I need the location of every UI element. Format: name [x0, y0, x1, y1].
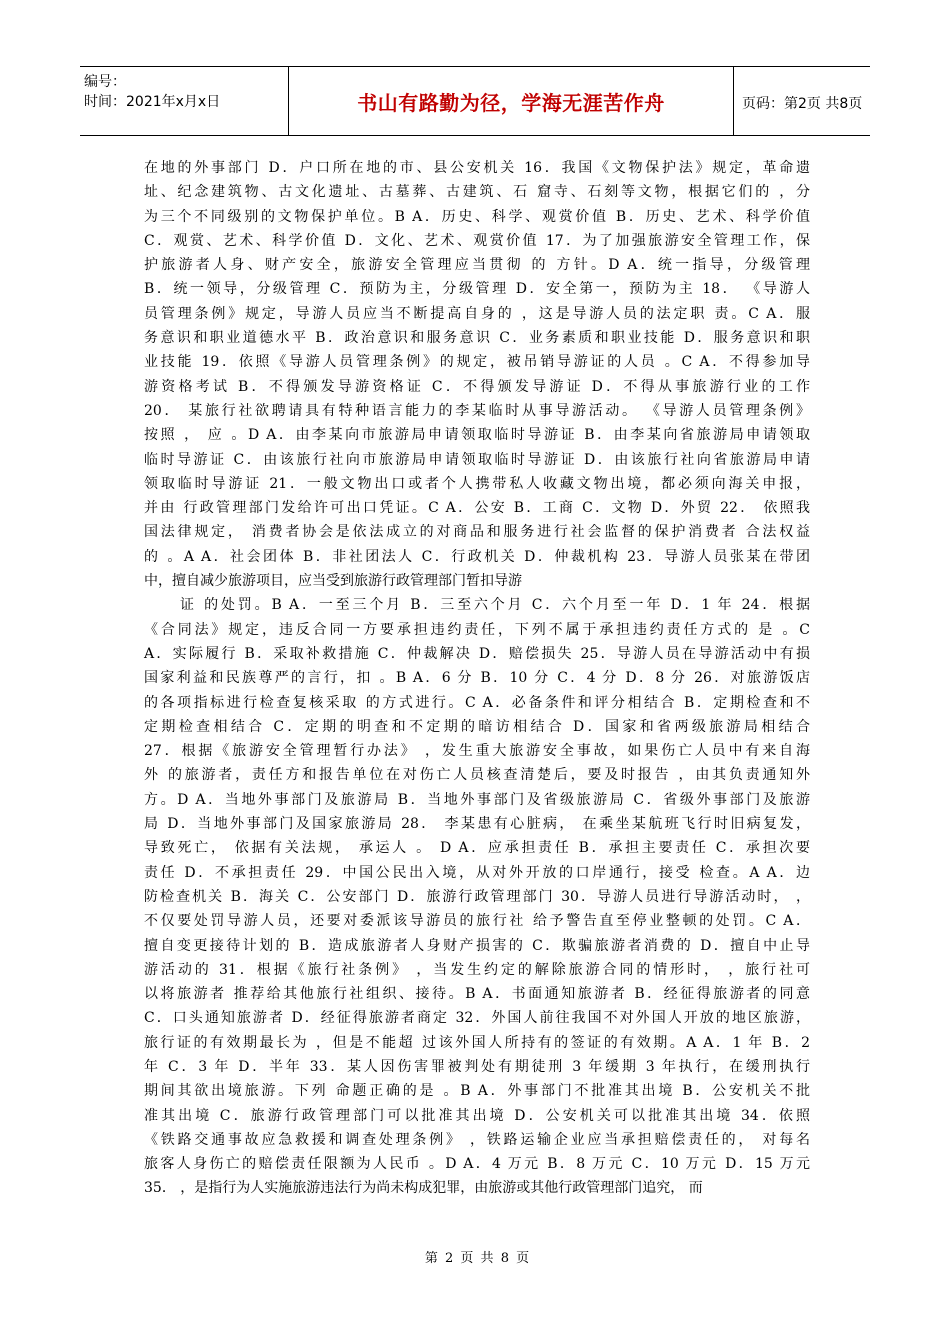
body-text-line: 临时导游证 C．由该旅行社向市旅游局申请领取临时导游证 D．由该旅行社向省旅游局申请 [144, 451, 810, 468]
body-text-line: 国法律规定， 消费者协会是依法成立的对商品和服务进行社会监督的保护消费者 合法权益 [144, 524, 810, 541]
body-text-line: 导致死亡， 依据有关法规， 承运人 。 D A．应承担责任 B．承担主要责任 C．承担次要 [144, 840, 810, 857]
body-text-line: 按照 ， 应 。D A．由李某向市旅游局申请领取临时导游证 B．由李某向省旅游局申请领取 [144, 427, 810, 444]
body-text-line: A．实际履行 B．采取补救措施 C．仲裁解决 D．赔偿损失 25．导游人员在导游活动中有损 [144, 645, 810, 662]
body-text-line: 游活动的 31．根据《旅行社条例》 ，当发生约定的解除旅游合同的情形时， ，旅行社可 [144, 961, 810, 978]
body-text-line: 不仅要处罚导游人员，还要对委派该导游员的旅行社 给予警告直至停业整顿的处罚。C A． [144, 913, 810, 930]
body-text-line: 以将旅游者 推荐给其他旅行社组织、接待。B A．书面通知旅游者 B．经征得旅游者的同意 [144, 986, 810, 1003]
body-text-line: 在地的外事部门 D．户口所在地的市、县公安机关 16．我国《文物保护法》规定，革命遗 [144, 160, 810, 176]
body-text-line: 外 的旅游者，责任方和报告单位在对伤亡人员核查清楚后，要及时报告 ，由其负责通知外 [144, 767, 810, 784]
body-text-line: 旅客人身伤亡的赔偿责任限额为人民币 。D A．4 万元 B．8 万元 C．10 万元 D．15 万元 [144, 1156, 810, 1173]
body-text-line: 的各项指标进行检查复核采取 的方式进行。C A．必备条件和评分相结合 B．定期检查和不 [144, 694, 810, 711]
body-text-line: 方。D A．当地外事部门及旅游局 B．当地外事部门及省级旅游局 C．省级外事部门及旅游 [144, 791, 810, 808]
body-text-line: 防检查机关 B．海关 C．公安部门 D．旅游行政管理部门 30．导游人员进行导游活动时， ， [144, 888, 810, 905]
header-page-info: 页码：第2页 共8页 [742, 96, 863, 112]
body-text-line: 领取临时导游证 21．一般文物出口或者个人携带私人收藏文物出境，都必须向海关申报， [144, 475, 810, 492]
body-text-line: 准其出境 C．旅游行政管理部门可以批准其出境 D．公安机关可以批准其出境 34．依照 [144, 1107, 810, 1124]
body-text-line: 员管理条例》规定，导游人员应当不断提高自身的 ，这是导游人员的法定职 责。C A．服 [144, 305, 810, 322]
document-date-label: 时间：2021年x月x日 [84, 94, 221, 110]
body-text-line: C．观赏、艺术、科学价值 D．文化、艺术、观赏价值 17．为了加强旅游安全管理工作，保 [144, 232, 810, 249]
body-text-line: B．统一领导，分级管理 C．预防为主，分级管理 D．安全第一，预防为主 18． 《导游人 [144, 281, 810, 298]
body-text-line: 期间其欲出境旅游。下列 命题正确的是 。B A．外事部门不批准其出境 B．公安机关不批 [144, 1083, 810, 1100]
body-text-line: 并由 行政管理部门发给许可出口凭证。C A．公安 B．工商 C．文物 D．外贸 22． 依照我 [144, 500, 810, 517]
body-text-line: 27．根据《旅游安全管理暂行办法》 ，发生重大旅游安全事故，如果伤亡人员中有来自海 [144, 743, 810, 760]
body-text-line: 《铁路交通事故应急救援和调查处理条例》 ，铁路运输企业应当承担赔偿责任的， 对每名 [144, 1131, 810, 1148]
body-text-line: 址、纪念建筑物、古文化遗址、古墓葬、古建筑、石 窟寺、石刻等文物，根据它们的 ，分 [144, 184, 810, 201]
body-text-line: 20． 某旅行社欲聘请具有特种语言能力的李某临时从事导游活动。 《导游人员管理条例》 [144, 402, 810, 419]
body-text-line: 责任 D．不承担责任 29．中国公民出入境，从对外开放的口岸通行，接受 检查。A A．边 [144, 864, 810, 881]
body-text-line: 业技能 19．依照《导游人员管理条例》的规定，被吊销导游证的人员 。C A．不得参加导 [144, 354, 810, 371]
page-header [80, 66, 870, 136]
body-text-line: 国家利益和民族尊严的言行，扣 。B A．6 分 B．10 分 C．4 分 D．8 分 26．对旅游饭店 [144, 670, 810, 687]
page-footer: 第 2 页 共 8 页 [424, 1251, 530, 1266]
body-text-line: C．口头通知旅游者 D．经征得旅游者商定 32．外国人前往我国不对外国人开放的地区旅游， [144, 1010, 810, 1027]
header-meta [84, 72, 272, 112]
body-text-line: 定期检查相结合 C．定期的明查和不定期的暗访相结合 D．国家和省两级旅游局相结合 [144, 718, 810, 735]
body-text-line: 游资格考试 B．不得颁发导游资格证 C．不得颁发导游证 D．不得从事旅游行业的工作 [144, 378, 810, 395]
body-text-line: 证 的处罚。B A．一至三个月 B．三至六个月 C．六个月至一年 D．1 年 24．根据 [180, 597, 810, 614]
body-text-line: 局 D．当地外事部门及国家旅游局 28． 李某患有心脏病， 在乘坐某航班飞行时旧病复发， [144, 816, 810, 833]
body-text-line: 《合同法》规定，违反合同一方要承担违约责任，下列不属于承担违约责任方式的 是 。C [144, 621, 810, 638]
body-text-line: 的 。A A．社会团体 B．非社团法人 C．行政机关 D．仲裁机构 23．导游人员张某在带团 [144, 548, 810, 565]
body-text-line: 为三个不同级别的文物保护单位。B A．历史、科学、观赏价值 B．历史、艺术、科学价值 [144, 208, 810, 225]
body-text-line: 中，擅自减少旅游项目，应当受到旅游行政管理部门暂扣导游 [144, 573, 522, 590]
body-text-line: 务意识和职业道德水平 B．政治意识和服务意识 C．业务素质和职业技能 D．服务意识和职 [144, 330, 810, 347]
body-text-line: 护旅游者人身、财产安全，旅游安全管理应当贯彻 的 方针。D A．统一指导，分级管理 [144, 257, 810, 274]
document-body [144, 156, 810, 1201]
body-text-line: 年 C．3 年 D．半年 33．某人因伤害罪被判处有期徒刑 3 年缓期 3 年执行，在缓刑执行 [144, 1058, 810, 1075]
body-text-line: 擅自变更接待计划的 B．造成旅游者人身财产损害的 C．欺骗旅游者消费的 D．擅自中止导 [144, 937, 810, 954]
body-text-line: 35． ，是指行为人实施旅游违法行为尚未构成犯罪，由旅游或其他行政管理部门追究， 而 [144, 1180, 703, 1197]
header-motto: 书山有路勤为径，学海无涯苦作舟 [288, 67, 734, 135]
body-text-line: 旅行证的有效期最长为 ，但是不能超 过该外国人所持有的签证的有效期。A A．1 年 B．2 [144, 1034, 810, 1051]
document-number-label: 编号： [84, 74, 126, 90]
